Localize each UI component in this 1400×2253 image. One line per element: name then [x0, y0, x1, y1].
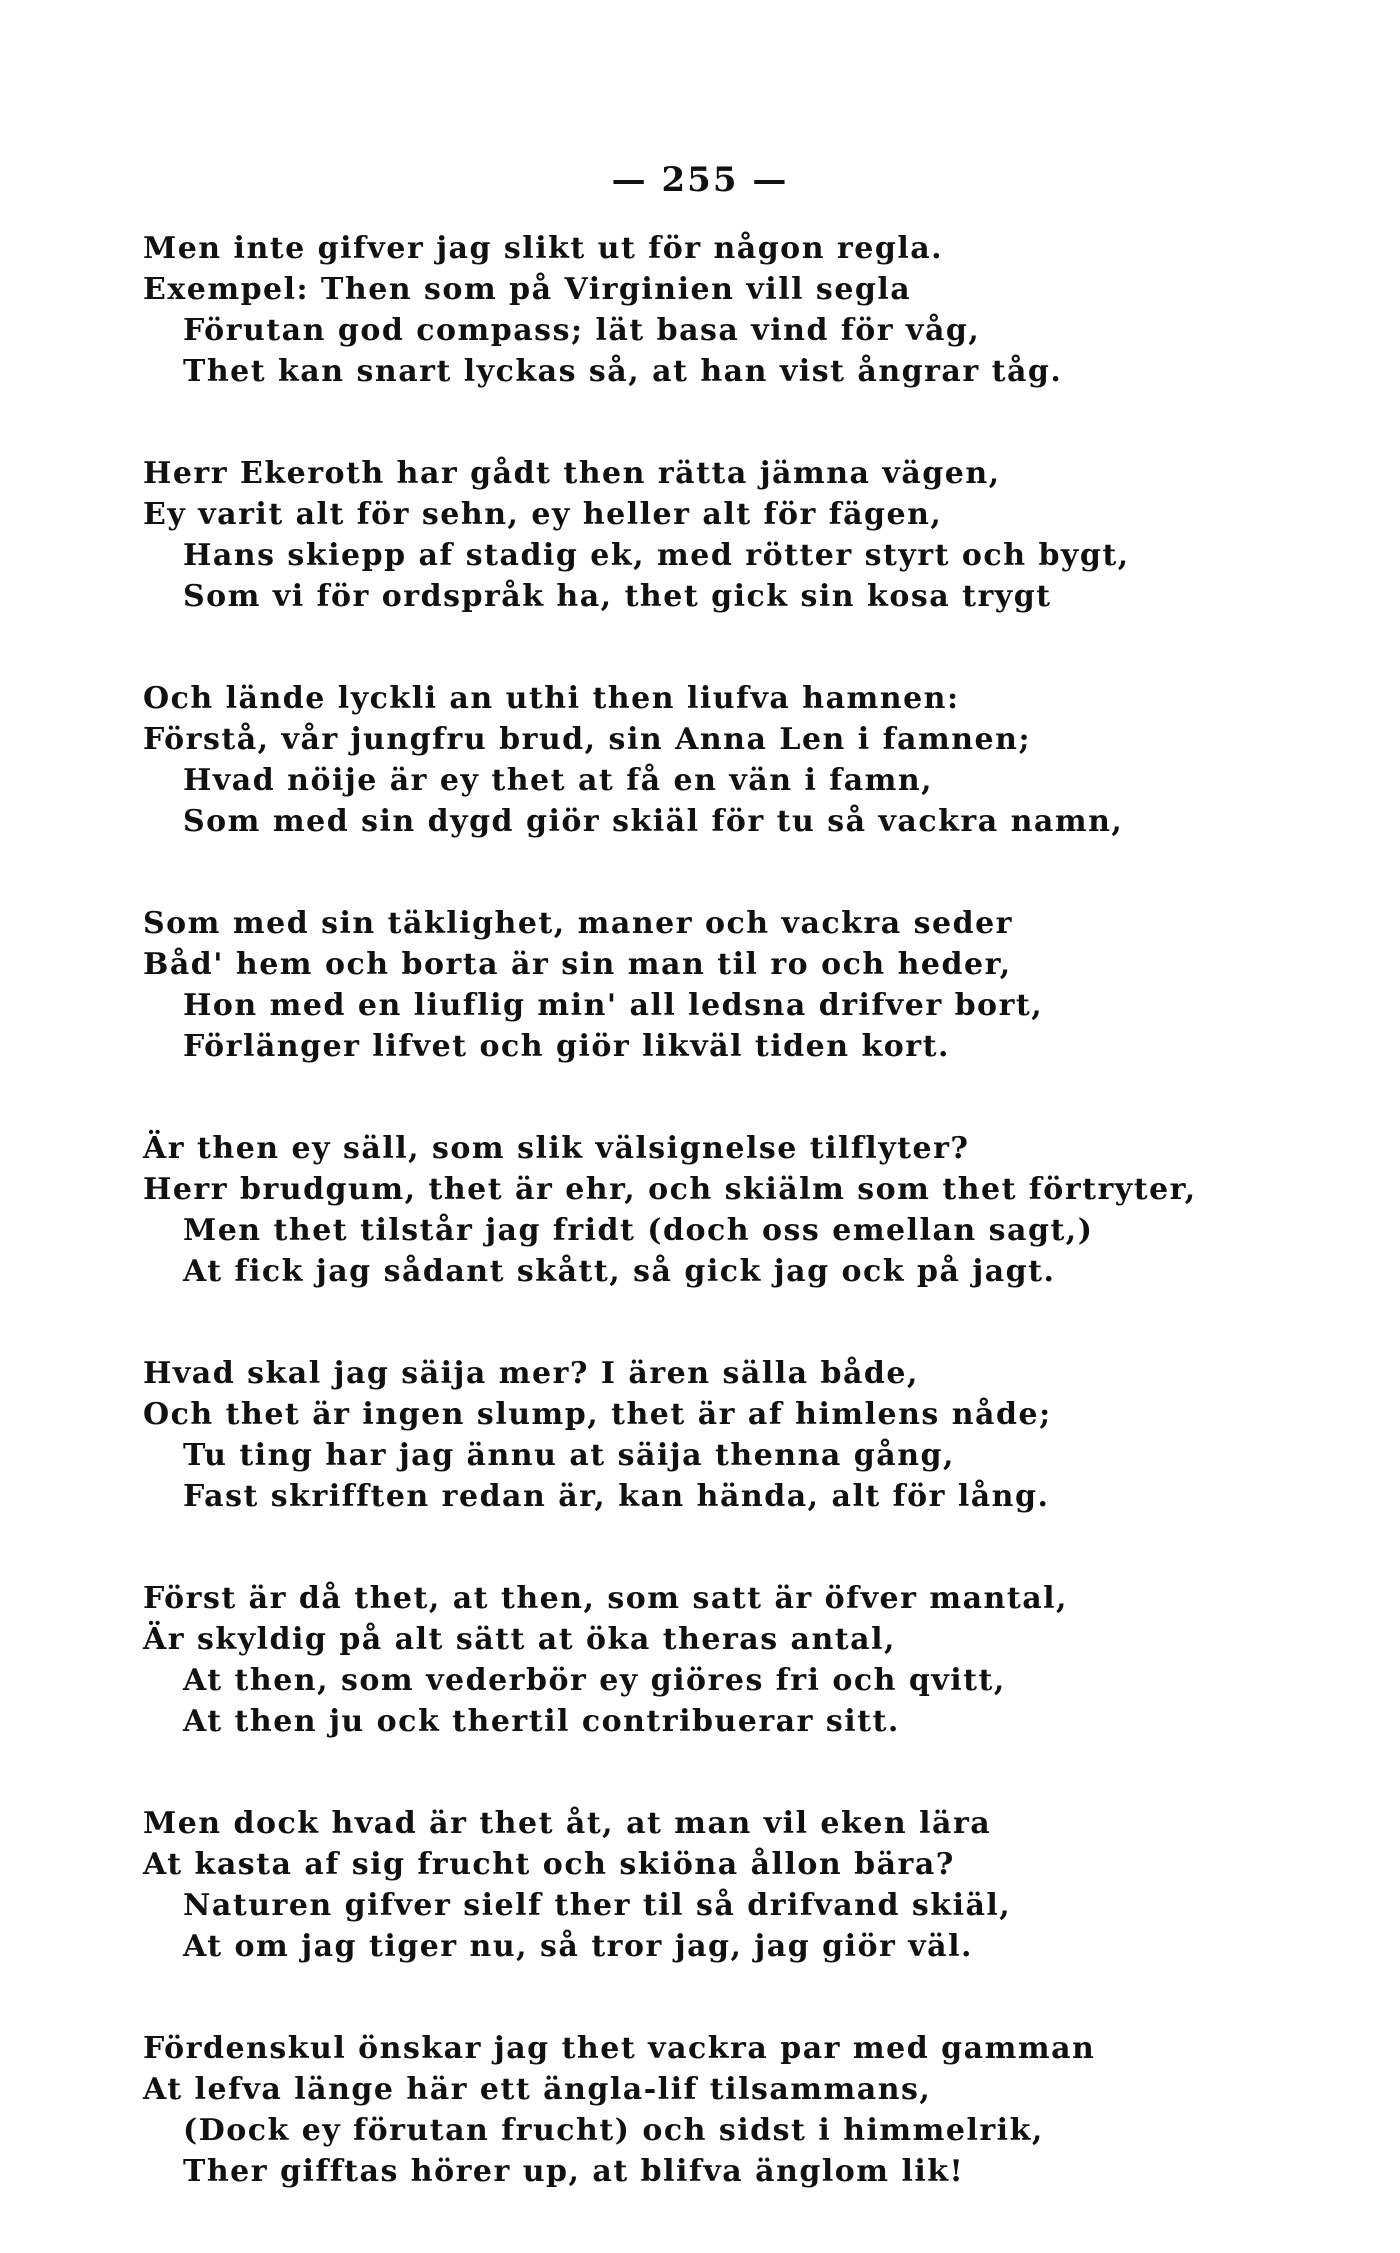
verse-line: At then, som vederbör ey giöres fri och qvitt,: [183, 1663, 1006, 1698]
verse-line: Förstå, vår jungfru brud, sin Anna Len i famnen;: [143, 722, 1032, 757]
verse-line: (Dock ey förutan frucht) och sidst i himmelrik,: [183, 2113, 1044, 2148]
verse-line: Som med sin täklighet, maner och vackra seder: [143, 906, 1013, 941]
verse-line: Fast skrifften redan är, kan hända, alt för lång.: [183, 1479, 1050, 1514]
stanza: [143, 1353, 1383, 1517]
verse-line: Herr Ekeroth har gådt then rätta jämna vägen,: [143, 456, 1001, 491]
verse-line: Och lände lyckli an uthi then liufva hamnen:: [143, 681, 960, 716]
verse-line: Hans skiepp af stadig ek, med rötter styrt och bygt,: [183, 538, 1130, 573]
verse-line: Tu ting har jag ännu at säija thenna gång,: [183, 1438, 955, 1473]
verse-line: At lefva länge här ett ängla-lif tilsammans,: [143, 2072, 932, 2107]
verse-line: Thet kan snart lyckas så, at han vist ångrar tåg.: [183, 354, 1063, 389]
verse-line: Först är då thet, at then, som satt är öfver mantal,: [143, 1581, 1068, 1616]
verse-line: Är skyldig på alt sätt at öka theras antal,: [143, 1622, 896, 1657]
verse-line: Hvad nöije är ey thet at få en vän i famn,: [183, 763, 934, 798]
verse-line: Exempel: Then som på Virginien vill segla: [143, 272, 912, 307]
verse-line: Fördenskul önskar jag thet vackra par med gamman: [143, 2031, 1096, 2066]
stanza: [143, 1578, 1383, 1742]
stanza: [143, 678, 1383, 842]
verse-line: Som vi för ordspråk ha, thet gick sin kosa trygt: [183, 579, 1052, 614]
verse-line: At then ju ock thertil contribuerar sitt.: [183, 1704, 900, 1739]
verse-line: Ther gifftas hörer up, at blifva änglom lik!: [183, 2154, 965, 2189]
stanza: [143, 2028, 1383, 2192]
poem-text: [143, 228, 1383, 2253]
verse-line: At kasta af sig frucht och skiöna ållon bära?: [143, 1847, 955, 1882]
verse-line: Men thet tilstår jag fridt (doch oss emellan sagt,): [183, 1213, 1094, 1248]
verse-line: At om jag tiger nu, så tror jag, jag giör väl.: [183, 1929, 973, 1964]
verse-line: Men dock hvad är thet åt, at man vil eken lära: [143, 1806, 992, 1841]
page-number: — 255 —: [611, 160, 789, 200]
stanza: [143, 453, 1383, 617]
verse-line: Ey varit alt för sehn, ey heller alt för fägen,: [143, 497, 943, 532]
verse-line: Men inte gifver jag slikt ut för någon regla.: [143, 231, 944, 266]
stanza: [143, 1128, 1383, 1292]
verse-line: Förlänger lifvet och giör likväl tiden kort.: [183, 1029, 950, 1064]
verse-line: At fick jag sådant skått, så gick jag ock på jagt.: [183, 1254, 1056, 1289]
verse-line: Hvad skal jag säija mer? I ären sälla både,: [143, 1356, 919, 1391]
verse-line: Som med sin dygd giör skiäl för tu så vackra namn,: [183, 804, 1124, 839]
verse-line: Båd' hem och borta är sin man til ro och heder,: [143, 947, 1012, 982]
verse-line: Förutan god compass; lät basa vind för våg,: [183, 313, 981, 348]
verse-line: Herr brudgum, thet är ehr, och skiälm som thet förtryter,: [143, 1172, 1197, 1207]
verse-line: Är then ey säll, som slik välsignelse tilflyter?: [143, 1131, 970, 1166]
verse-line: Och thet är ingen slump, thet är af himlens nåde;: [143, 1397, 1052, 1432]
stanza: [143, 228, 1383, 392]
stanza: [143, 903, 1383, 1067]
verse-line: Hon med en liuflig min' all ledsna drifver bort,: [183, 988, 1044, 1023]
stanza: [143, 1803, 1383, 1967]
verse-line: Naturen gifver sielf ther til så drifvand skiäl,: [183, 1888, 1012, 1923]
